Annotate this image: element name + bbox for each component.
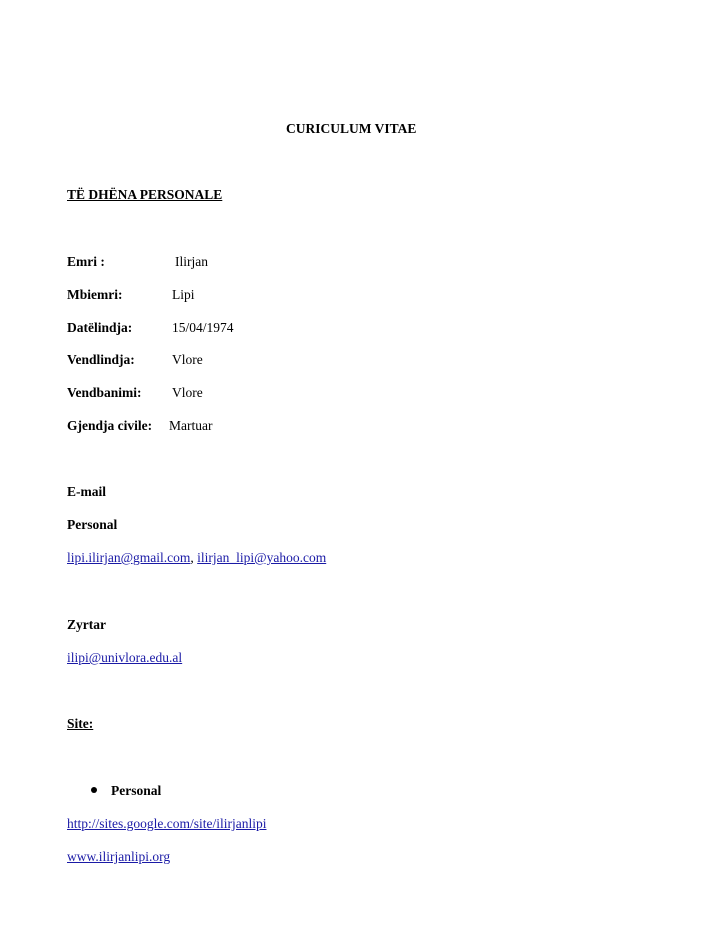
email-personal-label: Personal [67, 517, 118, 532]
field-value-datelindja: 15/04/1974 [172, 320, 234, 335]
email-official-line [67, 650, 182, 666]
email-link-official[interactable]: ilipi@univlora.edu.al [67, 650, 183, 665]
email-link-gmail[interactable]: lipi.ilirjan@gmail.com [67, 550, 191, 565]
field-label-emri: Emri : [67, 254, 105, 269]
field-label-vendbanimi: Vendbanimi: [67, 385, 142, 400]
site-line-1 [67, 816, 266, 832]
bullet-icon [91, 787, 97, 793]
sites-personal-label: Personal [111, 783, 162, 798]
field-label-mbiemri: Mbiemri: [67, 287, 123, 302]
email-separator: , [190, 550, 194, 565]
email-personal-line [67, 550, 326, 566]
site-line-2 [67, 849, 170, 865]
field-label-datelindja: Datëlindja: [67, 320, 133, 335]
field-value-vendlindja: Vlore [172, 352, 203, 367]
sites-section-heading: Site: [67, 716, 94, 731]
field-value-gjendja-civile: Martuar [169, 418, 213, 433]
document-title: CURICULUM VITAE [286, 121, 417, 136]
email-official-label: Zyrtar [67, 617, 106, 632]
personal-section-heading: TË DHËNA PERSONALE [67, 187, 223, 202]
field-value-vendbanimi: Vlore [172, 385, 203, 400]
site-link-personal[interactable]: www.ilirjanlipi.org [67, 849, 171, 864]
field-label-gjendja-civile: Gjendja civile: [67, 418, 153, 433]
field-value-emri: Ilirjan [175, 254, 208, 269]
email-link-yahoo[interactable]: ilirjan_lipi@yahoo.com [197, 550, 327, 565]
site-link-google[interactable]: http://sites.google.com/site/ilirjanlipi [67, 816, 267, 831]
email-section-heading: E-mail [67, 484, 106, 499]
field-label-vendlindja: Vendlindja: [67, 352, 135, 367]
field-value-mbiemri: Lipi [172, 287, 195, 302]
